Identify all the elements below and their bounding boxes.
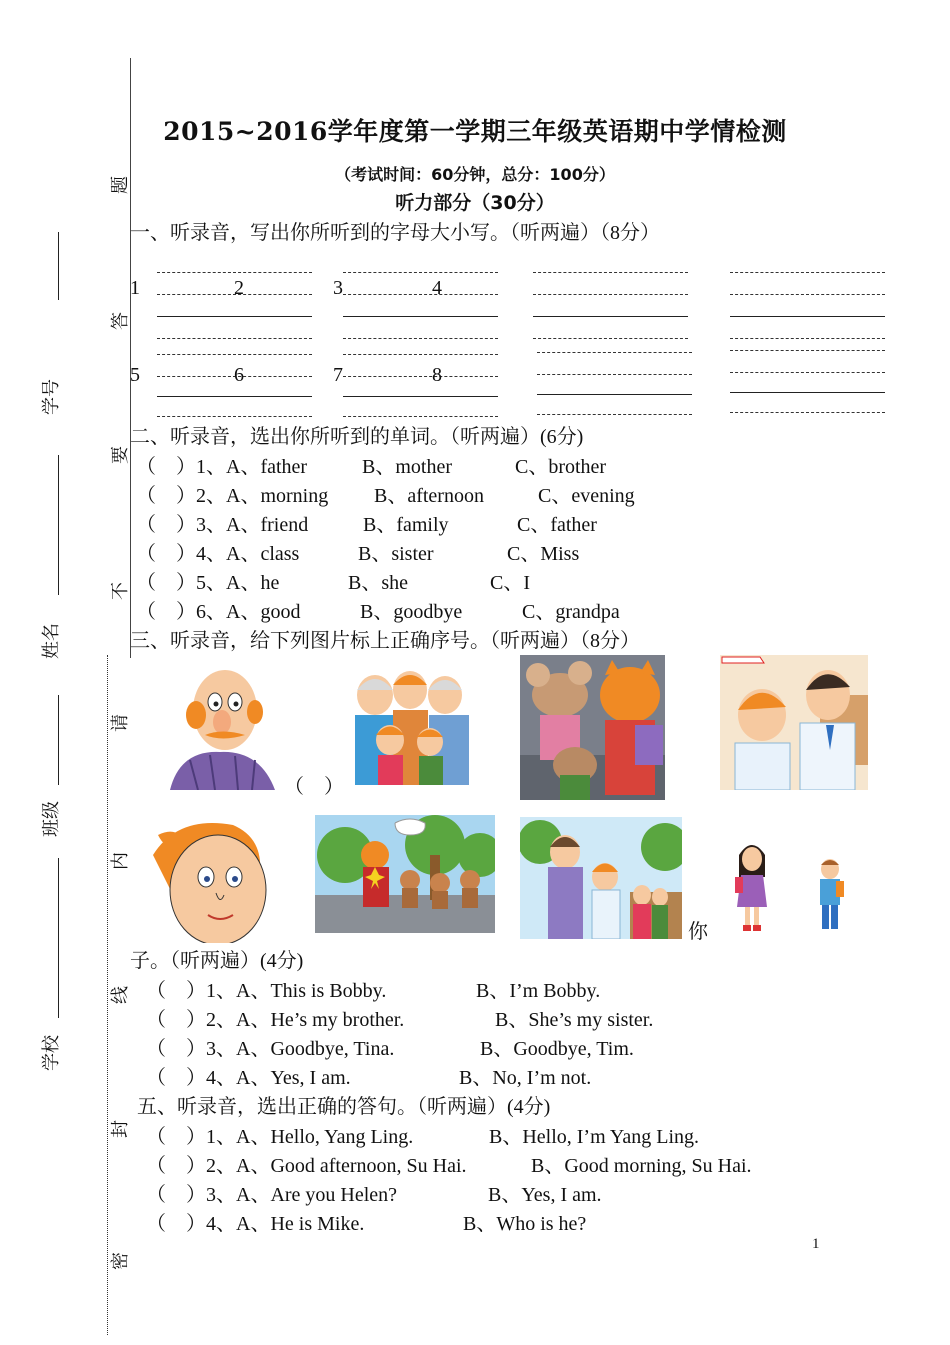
picture-family xyxy=(345,660,475,785)
question-stem: （ ）3、A、Goodbye, Tina. xyxy=(146,1038,395,1060)
question-stem: （ ）2、A、He’s my brother. xyxy=(146,1009,405,1031)
option-b: B、She’s my sister. xyxy=(495,1009,654,1031)
writing-lines[interactable] xyxy=(343,272,498,364)
question-stem: （ ）3、A、friend xyxy=(136,514,309,536)
picture-grandpa xyxy=(160,660,280,790)
option-c: C、I xyxy=(490,572,530,594)
school-line[interactable] xyxy=(58,858,59,1018)
question-stem: （ ）1、A、This is Bobby. xyxy=(146,980,387,1002)
binding-char: 封 xyxy=(110,1120,130,1138)
question-stem: （ ）6、A、good xyxy=(136,601,301,623)
option-b: B、Good morning, Su Hai. xyxy=(531,1155,752,1177)
option-b: B、Yes, I am. xyxy=(488,1184,602,1206)
binding-line xyxy=(130,58,131,658)
question-stem: （ ）2、A、Good afternoon, Su Hai. xyxy=(146,1155,467,1177)
section4-heading: 子。（听两遍）(4分) xyxy=(130,950,304,972)
picture-small-boy xyxy=(814,855,846,935)
section1-heading: 一、听录音，写出你所听到的字母大小写。（听两遍）（8分） xyxy=(130,222,660,244)
binding-char: 答 xyxy=(110,312,130,330)
item-number: 4 xyxy=(432,277,442,299)
question-stem: （ ）4、A、He is Mike. xyxy=(146,1213,365,1235)
item-number: 8 xyxy=(432,364,442,386)
school-label: 学校 xyxy=(41,1035,61,1071)
student-no-label: 学号 xyxy=(41,379,61,415)
name-label: 姓名 xyxy=(41,623,61,659)
writing-lines[interactable] xyxy=(730,350,885,442)
option-c: C、evening xyxy=(538,485,635,507)
class-label: 班级 xyxy=(41,801,61,837)
option-b: B、No, I’m not. xyxy=(459,1067,592,1089)
option-c: C、brother xyxy=(515,456,607,478)
question-stem: （ ）4、A、Yes, I am. xyxy=(146,1067,351,1089)
option-b: B、Who is he? xyxy=(463,1213,587,1235)
answer-blank[interactable]: （ ） xyxy=(284,776,344,798)
binding-char: 不 xyxy=(110,582,130,600)
option-b: B、mother xyxy=(362,456,452,478)
writing-lines[interactable] xyxy=(533,272,688,364)
item-number: 1 xyxy=(130,277,140,299)
section4-heading-tail: 你 xyxy=(688,921,708,943)
option-b: B、afternoon xyxy=(374,485,484,507)
question-stem: （ ）1、A、father xyxy=(136,456,308,478)
class-line[interactable] xyxy=(58,695,59,785)
exam-info: （考试时间：60分钟，总分：100分） xyxy=(335,165,615,184)
option-b: B、Hello, I’m Yang Ling. xyxy=(489,1126,699,1148)
option-b: B、family xyxy=(363,514,449,536)
name-line[interactable] xyxy=(58,455,59,595)
option-c: C、grandpa xyxy=(522,601,620,623)
binding-char: 密 xyxy=(110,1252,130,1270)
option-c: C、father xyxy=(517,514,597,536)
option-b: B、she xyxy=(348,572,408,594)
question-stem: （ ）1、A、Hello, Yang Ling. xyxy=(146,1126,414,1148)
binding-char: 题 xyxy=(110,176,130,194)
question-stem: （ ）3、A、Are you Helen? xyxy=(146,1184,398,1206)
picture-small-girl xyxy=(733,835,771,933)
item-number: 3 xyxy=(333,277,343,299)
question-stem: （ ）4、A、class xyxy=(136,543,300,565)
option-b: B、Goodbye, Tim. xyxy=(480,1038,634,1060)
option-c: C、Miss xyxy=(507,543,580,565)
picture-animals xyxy=(520,655,665,800)
item-number: 6 xyxy=(234,364,244,386)
option-b: B、sister xyxy=(358,543,434,565)
section3-heading: 三、听录音，给下列图片标上正确序号。（听两遍）（8分） xyxy=(130,630,640,652)
page-title: 2015~2016学年度第一学期三年级英语期中学情检测 xyxy=(163,117,787,146)
binding-char: 请 xyxy=(110,714,130,732)
option-b: B、I’m Bobby. xyxy=(476,980,601,1002)
binding-char: 内 xyxy=(110,852,130,870)
item-number: 7 xyxy=(333,364,343,386)
item-number: 2 xyxy=(234,277,244,299)
item-number: 5 xyxy=(130,364,140,386)
section2-heading: 二、听录音，选出你所听到的单词。（听两遍）(6分) xyxy=(130,426,584,448)
page-number: 1 xyxy=(812,1236,820,1252)
picture-teacher-kids xyxy=(520,817,682,939)
listening-header: 听力部分（30分） xyxy=(395,192,555,214)
question-stem: （ ）5、A、he xyxy=(136,572,280,594)
picture-cat-dogs xyxy=(315,815,495,933)
section5-heading: 五、听录音，选出正确的答句。（听两遍）(4分) xyxy=(137,1096,551,1118)
option-b: B、goodbye xyxy=(360,601,463,623)
binding-char: 要 xyxy=(110,446,130,464)
picture-girl xyxy=(138,815,283,943)
binding-char: 线 xyxy=(110,986,130,1004)
question-stem: （ ）2、A、morning xyxy=(136,485,329,507)
student-no-line[interactable] xyxy=(58,232,59,300)
picture-boys xyxy=(720,655,868,790)
